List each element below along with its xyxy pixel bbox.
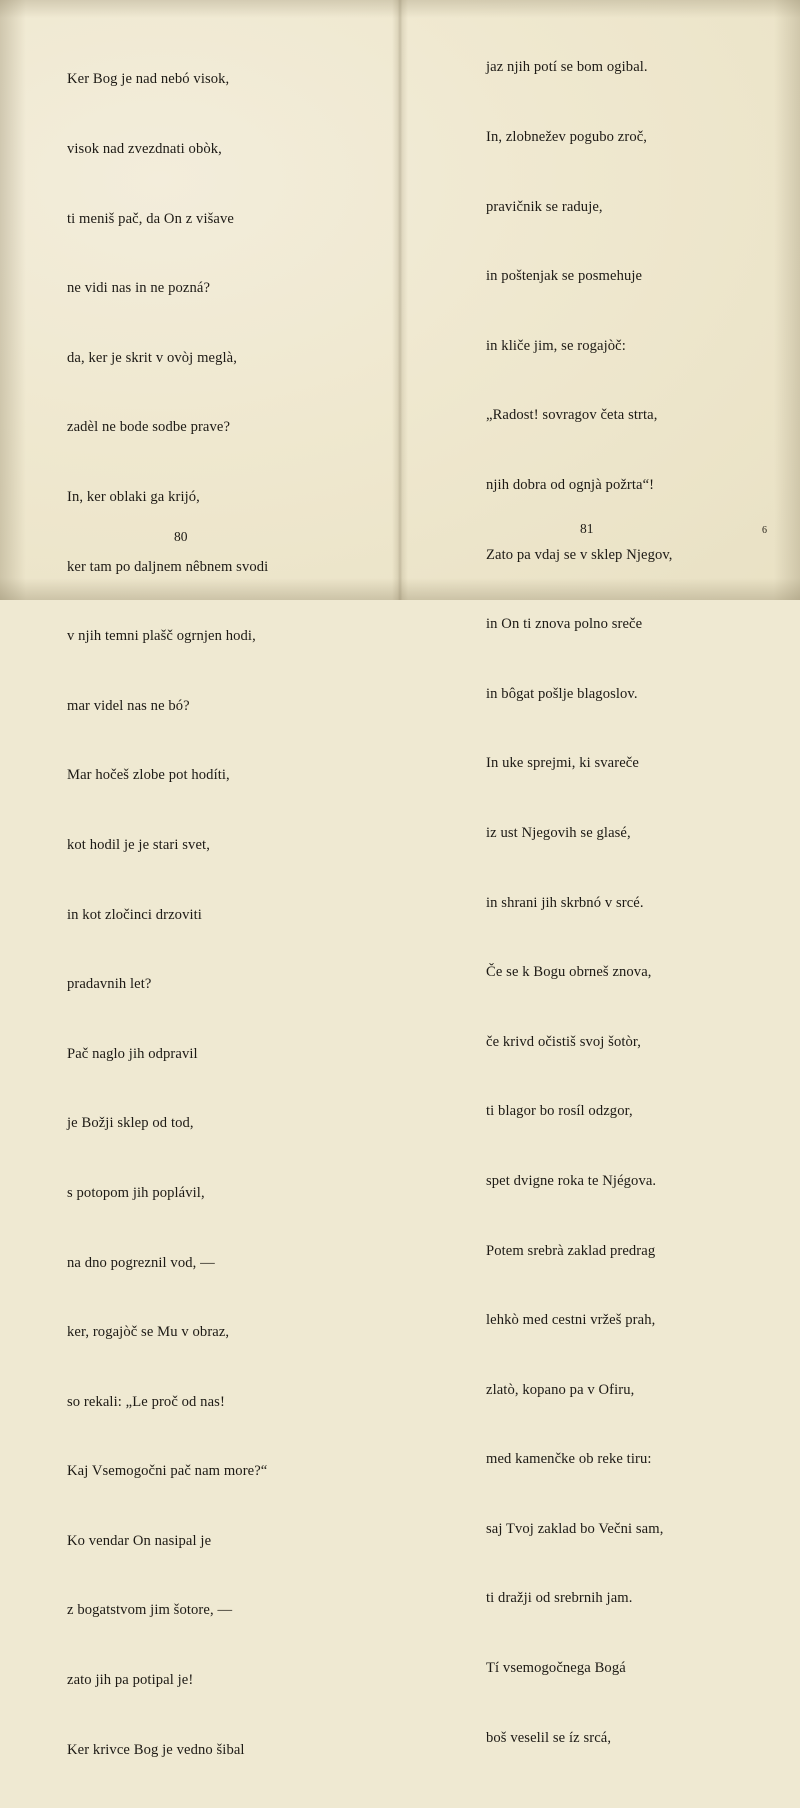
poem-line: in bôgat pošlje blagoslov. [486, 685, 638, 702]
poem-line: med kamenčke ob reke tiru: [486, 1451, 652, 1468]
poem-line: Ker krivce Bog je vedno šibal [67, 1741, 245, 1758]
poem-line: in poštenjak se posmehuje [486, 268, 643, 285]
poem-line: v njih temni plašč ogrnjen hodi, [67, 628, 256, 645]
poem-line: Kaj Vsemogočni pač nam more?“ [67, 1463, 268, 1480]
poem-line: mar videl nas ne bó? [67, 697, 190, 714]
poem-line: Ko vendar On nasipal je [67, 1532, 212, 1549]
poem-line: In uke sprejmi, ki svareče [486, 755, 639, 772]
poem-line: ker, rogajòč se Mu v obraz, [67, 1324, 230, 1341]
poem-line: kot hodil je je stari svet, [67, 836, 210, 853]
poem-line: ker tam po daljnem nêbnem svodi [67, 558, 269, 575]
poem-line: z bogatstvom jim šotore, — [67, 1602, 233, 1619]
poem-line: ti blagor bo rosíl odzgor, [486, 1103, 633, 1120]
poem-line: na dno pogreznil vod, — [67, 1254, 215, 1271]
poem-line: so rekali: „Le proč od nas! [67, 1393, 225, 1410]
poem-line: Pač naglo jih odpravil [67, 1045, 198, 1062]
poem-line: da, ker je skrit v ovòj meglà, [67, 349, 237, 366]
poem-line: saj Tvoj zaklad bo Večni sam, [486, 1520, 664, 1537]
poem-line: Če se k Bogu obrneš znova, [486, 964, 652, 981]
poem-line: Tí vsemogočnega Bogá [486, 1660, 626, 1677]
poem-line: je Božji sklep od tod, [67, 1115, 194, 1132]
poem-line: Mar hočeš zlobe pot hodíti, [67, 767, 230, 784]
poem-line: spet dvigne roka te Njégova. [486, 1172, 657, 1189]
poem-line: Zato pa vdaj se v sklep Njegov, [486, 546, 673, 563]
poem-line: ti dražji od srebrnih jam. [486, 1590, 633, 1607]
page-number-right: 81 [580, 521, 594, 536]
poem-line: iz ust Njegovih se glasé, [486, 824, 631, 841]
poem-line: boš veselil se íz srcá, [486, 1729, 612, 1746]
poem-line: in shrani jih skrbnó v srcé. [486, 894, 644, 911]
poem-line: in kot zločinci drzoviti [67, 906, 202, 923]
poem-line: pravičnik se raduje, [486, 198, 603, 215]
poem-line: njih dobra od ognjà požrta“! [486, 476, 655, 493]
poem-line: Potem srebrà zaklad predrag [486, 1242, 656, 1259]
poem-line: lehkò med cestni vržeš prah, [486, 1312, 656, 1329]
poem-line: Ker Bog je nad nebó visok, [67, 71, 230, 88]
poem-line: zato jih pa potipal je! [67, 1672, 194, 1689]
right-page [400, 0, 800, 1746]
left-page [0, 0, 400, 1758]
poem-line: jaz njih potí se bom ogibal. [486, 59, 648, 76]
poem-line: visok nad zvezdnati obòk, [67, 141, 222, 157]
poem-line: če krivd očistiš svoj šotòr, [486, 1033, 642, 1050]
poem-line: „Radost! sovragov četa strta, [486, 407, 658, 424]
poem-line: ne vidi nas in ne pozná? [67, 280, 211, 297]
poem-line: ti meniš pač, da On z višave [67, 210, 234, 227]
poem-line: zadèl ne bode sodbe prave? [67, 419, 231, 436]
poem-line: zlatò, kopano pa v Ofiru, [486, 1381, 635, 1398]
poem-line: In, ker oblaki ga krijó, [67, 488, 200, 505]
left-page-poem [67, 22, 268, 1808]
poem-line: s potopom jih poplávil, [67, 1184, 205, 1201]
poem-line: in kliče jim, se rogajòč: [486, 337, 626, 354]
page-number-left: 80 [174, 529, 188, 544]
poem-line: in On ti znova polno sreče [486, 616, 643, 633]
poem-line: In, zlobnežev pogubo zroč, [486, 129, 648, 145]
poem-line: pradavnih let? [67, 976, 152, 993]
signature-mark: 6 [762, 525, 767, 536]
right-page-poem [486, 10, 673, 1796]
